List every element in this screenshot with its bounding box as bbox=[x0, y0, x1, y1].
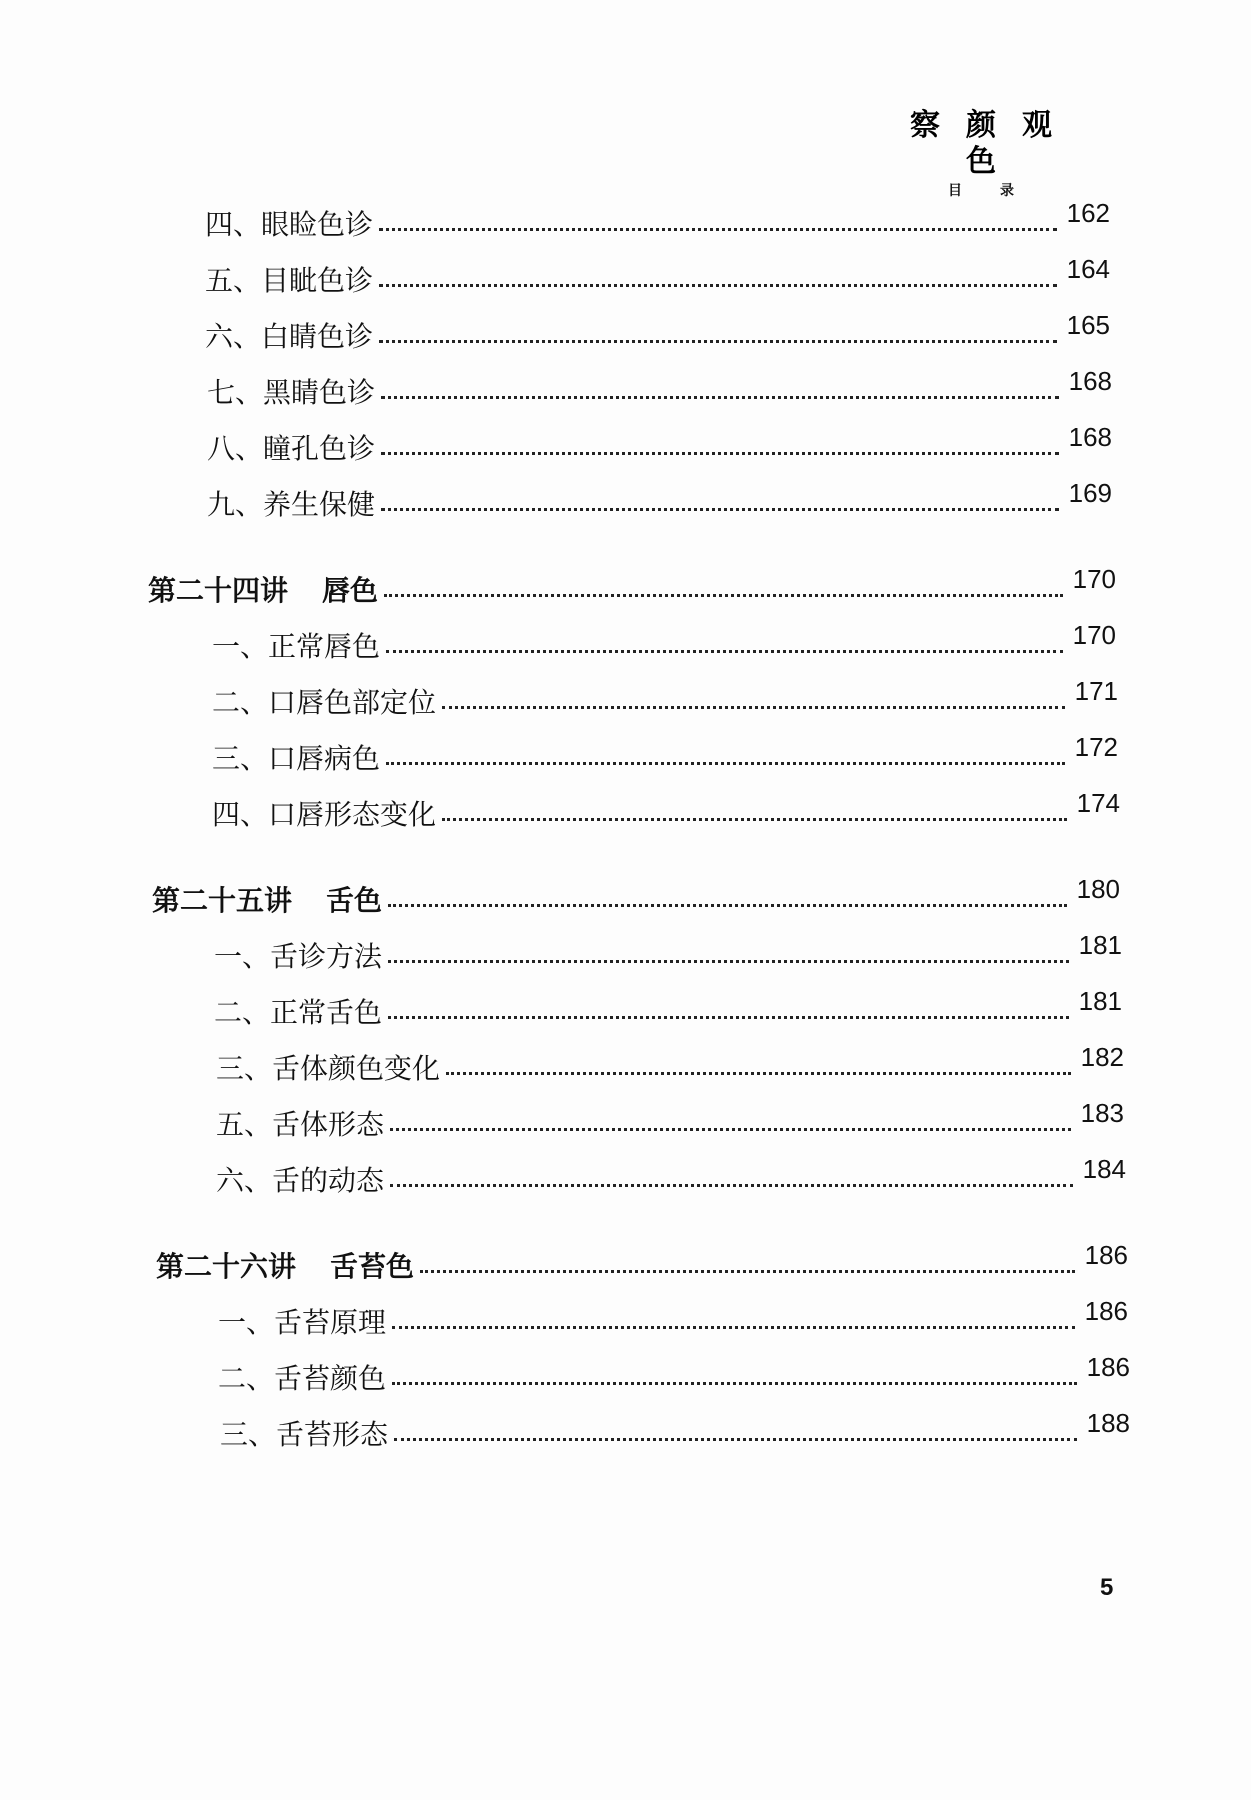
chapter-title: 舌苔色 bbox=[330, 1250, 415, 1283]
section-title: 二、正常舌色 bbox=[214, 996, 383, 1029]
section-title: 五、目眦色诊 bbox=[205, 264, 374, 297]
chapter-number: 第二十六讲 bbox=[156, 1250, 297, 1283]
toc-page-number: 168 bbox=[1068, 422, 1112, 452]
dot-leader bbox=[446, 1072, 1071, 1075]
toc-page-number: 181 bbox=[1078, 930, 1122, 960]
toc-page-number: 162 bbox=[1066, 198, 1110, 228]
chapter-number: 第二十五讲 bbox=[152, 884, 293, 917]
section-title: 三、舌苔形态 bbox=[220, 1418, 389, 1451]
dot-leader bbox=[392, 1326, 1075, 1329]
toc-page-number: 186 bbox=[1084, 1240, 1128, 1270]
section-title: 七、黑睛色诊 bbox=[207, 376, 376, 409]
toc-page-number: 188 bbox=[1086, 1408, 1130, 1438]
toc-item-row bbox=[212, 732, 1118, 776]
toc-page-number: 181 bbox=[1078, 986, 1122, 1016]
toc-item-row bbox=[212, 788, 1120, 832]
section-title: 一、舌苔原理 bbox=[218, 1306, 387, 1339]
section-title: 一、舌诊方法 bbox=[214, 940, 383, 973]
chapter-heading bbox=[148, 574, 378, 608]
toc-item-row bbox=[218, 1352, 1130, 1396]
toc-page-number: 170 bbox=[1072, 564, 1116, 594]
dot-leader bbox=[379, 284, 1057, 287]
dot-leader bbox=[388, 904, 1067, 907]
toc-page-number: 186 bbox=[1086, 1352, 1130, 1382]
toc-item-row bbox=[216, 1042, 1124, 1086]
section-title: 六、舌的动态 bbox=[216, 1164, 385, 1197]
toc-item-row bbox=[212, 620, 1116, 664]
toc-chapter-row bbox=[156, 1240, 1128, 1284]
chapter-title: 舌色 bbox=[326, 884, 383, 917]
dot-leader bbox=[386, 762, 1065, 765]
section-label: 目录 bbox=[948, 183, 1052, 199]
section-title: 五、舌体形态 bbox=[216, 1108, 385, 1141]
toc-page-number: 174 bbox=[1076, 788, 1120, 818]
dot-leader bbox=[384, 594, 1063, 597]
toc-page-number: 164 bbox=[1066, 254, 1110, 284]
toc-page-number: 165 bbox=[1066, 310, 1110, 340]
section-title: 二、口唇色部定位 bbox=[212, 686, 437, 719]
chapter-number: 第二十四讲 bbox=[148, 574, 289, 607]
dot-leader bbox=[388, 1016, 1069, 1019]
dot-leader bbox=[381, 396, 1059, 399]
section-title: 二、舌苔颜色 bbox=[218, 1362, 387, 1395]
section-title: 九、养生保健 bbox=[207, 488, 376, 521]
dot-leader bbox=[390, 1184, 1073, 1187]
toc-page-number: 171 bbox=[1074, 676, 1118, 706]
toc-item-row bbox=[216, 1098, 1124, 1142]
toc-page-number: 170 bbox=[1072, 620, 1116, 650]
dot-leader bbox=[420, 1270, 1075, 1273]
toc-item-row bbox=[216, 1154, 1126, 1198]
toc-page-number: 184 bbox=[1082, 1154, 1126, 1184]
section-title: 四、口唇形态变化 bbox=[212, 798, 437, 831]
section-title: 六、白睛色诊 bbox=[205, 320, 374, 353]
toc-item-row bbox=[220, 1408, 1130, 1452]
toc-page-number: 169 bbox=[1068, 478, 1112, 508]
chapter-heading bbox=[156, 1250, 414, 1284]
book-title: 察颜观色 bbox=[910, 108, 1078, 179]
toc-item-row bbox=[212, 676, 1118, 720]
section-title: 三、舌体颜色变化 bbox=[216, 1052, 441, 1085]
section-title: 一、正常唇色 bbox=[212, 630, 381, 663]
toc-item-row bbox=[214, 930, 1122, 974]
toc-item-row bbox=[205, 198, 1110, 242]
toc-item-row bbox=[207, 478, 1112, 522]
chapter-heading bbox=[152, 884, 382, 918]
dot-leader bbox=[442, 818, 1067, 821]
dot-leader bbox=[392, 1382, 1077, 1385]
toc-page-number: 182 bbox=[1080, 1042, 1124, 1072]
toc-chapter-row bbox=[152, 874, 1120, 918]
toc-item-row bbox=[207, 366, 1112, 410]
toc-item-row bbox=[205, 254, 1110, 298]
toc-page-number: 183 bbox=[1080, 1098, 1124, 1128]
dot-leader bbox=[388, 960, 1069, 963]
dot-leader bbox=[394, 1438, 1077, 1441]
section-title: 八、瞳孔色诊 bbox=[207, 432, 376, 465]
section-title: 四、眼睑色诊 bbox=[205, 208, 374, 241]
dot-leader bbox=[442, 706, 1065, 709]
toc-page-number: 180 bbox=[1076, 874, 1120, 904]
section-title: 三、口唇病色 bbox=[212, 742, 381, 775]
dot-leader bbox=[386, 650, 1063, 653]
toc-item-row bbox=[218, 1296, 1128, 1340]
dot-leader bbox=[390, 1128, 1071, 1131]
toc-page-number: 186 bbox=[1084, 1296, 1128, 1326]
toc-page-number: 172 bbox=[1074, 732, 1118, 762]
chapter-title: 唇色 bbox=[322, 574, 379, 607]
dot-leader bbox=[379, 340, 1057, 343]
dot-leader bbox=[381, 508, 1059, 511]
dot-leader bbox=[381, 452, 1059, 455]
toc-item-row bbox=[207, 422, 1112, 466]
toc-page-number: 168 bbox=[1068, 366, 1112, 396]
toc-chapter-row bbox=[148, 564, 1116, 608]
toc-item-row bbox=[214, 986, 1122, 1030]
dot-leader bbox=[379, 228, 1057, 231]
toc-item-row bbox=[205, 310, 1110, 354]
page-number: 5 bbox=[1100, 1574, 1114, 1601]
